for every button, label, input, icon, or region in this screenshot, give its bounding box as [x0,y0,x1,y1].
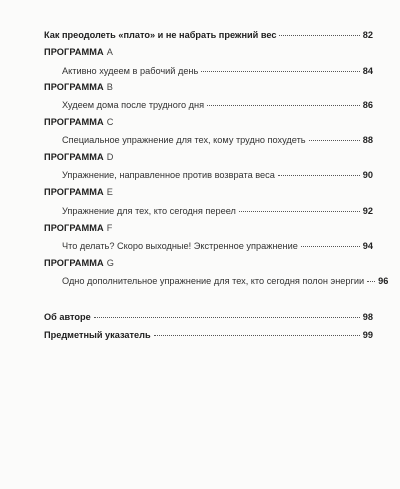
toc-entry-title: Специальное упражнение для тех, кому трудно похудеть [62,135,306,145]
toc-entry-page: 82 [362,30,373,40]
toc-entry-program-b [62,99,373,111]
program-letter: F [106,223,113,233]
program-letter: E [106,187,113,197]
toc-entry-page: 98 [362,312,373,322]
dot-leader [278,175,360,176]
program-word: ПРОГРАММА [44,223,104,233]
program-word: ПРОГРАММА [44,152,104,162]
toc-entry-plateau [44,29,373,41]
toc-entry-title: Одно дополнительное упражнение для тех, кто сегодня полон энергии [62,276,365,286]
dot-leader [201,71,359,72]
program-heading-f [44,222,112,234]
program-letter: A [106,47,113,57]
dot-leader [301,246,360,247]
toc-entry-page: 94 [362,241,373,251]
dot-leader [154,335,360,336]
program-word: ПРОГРАММА [44,117,104,127]
toc-entry-title: Упражнение, направленное против возврата веса [62,170,275,180]
toc-entry-title: Худеем дома после трудного дня [62,100,205,110]
toc-entry-page: 92 [362,206,373,216]
toc-entry-subject-index [44,329,373,341]
toc-entry-title: Как преодолеть «плато» и не набрать прежний вес [44,30,277,40]
program-letter: D [106,152,114,162]
program-word: ПРОГРАММА [44,258,104,268]
program-heading-e [44,186,113,198]
toc-entry-program-g [62,275,389,287]
toc-entry-page: 86 [362,100,373,110]
toc-entry-title: Предметный указатель [44,330,151,340]
dot-leader [207,105,360,106]
program-heading-c [44,116,113,128]
program-word: ПРОГРАММА [44,47,104,57]
program-letter: B [106,82,113,92]
toc-entry-program-a [62,65,373,77]
toc-entry-page: 99 [362,330,373,340]
toc-entry-program-f [62,240,373,252]
toc-entry-program-e [62,205,373,217]
toc-entry-program-d [62,169,373,181]
program-heading-d [44,151,113,163]
program-letter: C [106,117,114,127]
program-heading-g [44,257,114,269]
dot-leader [309,140,360,141]
toc-entry-title: Активно худеем в рабочий день [62,66,199,76]
toc-entry-title: Об авторе [44,312,91,322]
toc-entry-title: Упражнение для тех, кто сегодня переел [62,206,236,216]
program-heading-b [44,81,113,93]
toc-entry-about-author [44,311,373,323]
toc-entry-page: 84 [362,66,373,76]
toc-entry-page: 96 [378,276,389,286]
toc-entry-title: Что делать? Скоро выходные! Экстренное упражнение [62,241,298,251]
program-letter: G [106,258,114,268]
dot-leader [239,211,360,212]
dot-leader [94,317,360,318]
toc-entry-page: 90 [362,170,373,180]
program-word: ПРОГРАММА [44,82,104,92]
dot-leader [367,281,375,282]
dot-leader [279,35,359,36]
toc-entry-program-c [62,134,373,146]
program-word: ПРОГРАММА [44,187,104,197]
program-heading-a [44,46,113,58]
toc-entry-page: 88 [362,135,373,145]
